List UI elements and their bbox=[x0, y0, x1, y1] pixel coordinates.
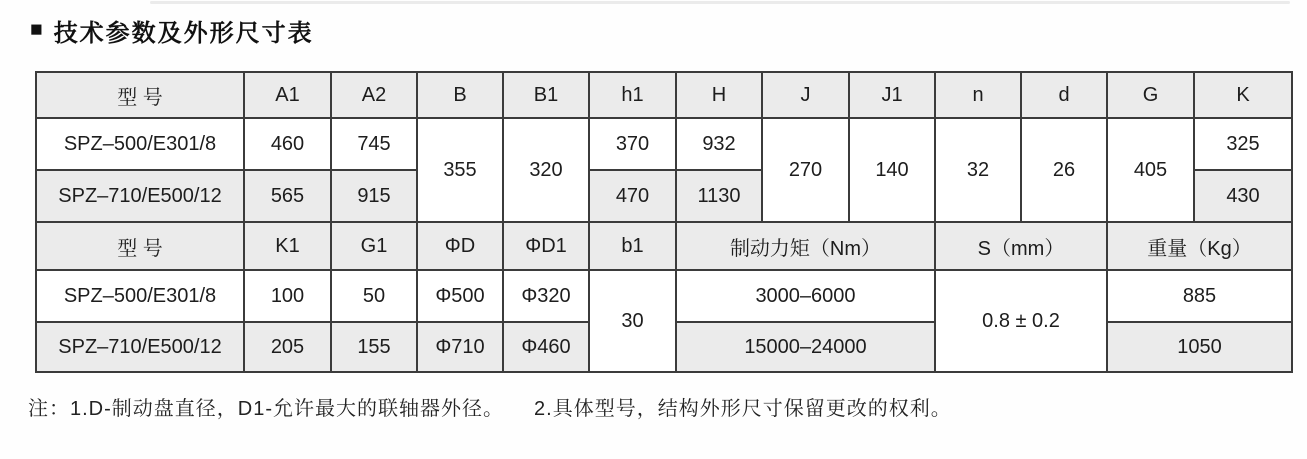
col-header-b: B bbox=[417, 72, 503, 118]
col-header-a2: A2 bbox=[331, 72, 417, 118]
cell-n-merged: 32 bbox=[935, 118, 1021, 222]
cell-phi-d1: Φ320 bbox=[503, 270, 589, 322]
col-header-weight: 重量（Kg） bbox=[1107, 222, 1292, 270]
footnote-prefix: 注： bbox=[28, 398, 70, 420]
cell-b1-dim-merged: 30 bbox=[589, 270, 676, 372]
cell-brake-torque: 15000–24000 bbox=[676, 322, 935, 372]
cell-phi-d1: Φ460 bbox=[503, 322, 589, 372]
col-header-j1: J1 bbox=[849, 72, 935, 118]
cell-a2: 915 bbox=[331, 170, 417, 222]
cell-a1: 565 bbox=[244, 170, 331, 222]
cell-k: 325 bbox=[1194, 118, 1292, 170]
cell-weight: 885 bbox=[1107, 270, 1292, 322]
cell-s-mm-merged: 0.8 ± 0.2 bbox=[935, 270, 1107, 372]
col-header-k1: K1 bbox=[244, 222, 331, 270]
col-header-k: K bbox=[1194, 72, 1292, 118]
col-header-b1: B1 bbox=[503, 72, 589, 118]
col-header-phi-d: ΦD bbox=[417, 222, 503, 270]
square-bullet-icon: ■ bbox=[30, 17, 43, 41]
spec-table bbox=[35, 71, 1293, 373]
col-header-j: J bbox=[762, 72, 849, 118]
col-header-model: 型 号 bbox=[36, 72, 244, 118]
col-header-b1-dim: b1 bbox=[589, 222, 676, 270]
cell-h: 932 bbox=[676, 118, 762, 170]
cell-b-merged: 355 bbox=[417, 118, 503, 222]
cell-k: 430 bbox=[1194, 170, 1292, 222]
header-row-bottom bbox=[36, 222, 1292, 270]
cell-g1: 50 bbox=[331, 270, 417, 322]
col-header-s-mm: S（mm） bbox=[935, 222, 1107, 270]
cell-a1: 460 bbox=[244, 118, 331, 170]
cell-g-merged: 405 bbox=[1107, 118, 1194, 222]
footnote-item-1: 1.D-制动盘直径，D1-允许最大的联轴器外径。 bbox=[70, 398, 505, 420]
cell-d-merged: 26 bbox=[1021, 118, 1107, 222]
col-header-d: d bbox=[1021, 72, 1107, 118]
cell-b1-merged: 320 bbox=[503, 118, 589, 222]
cell-g1: 155 bbox=[331, 322, 417, 372]
cell-phi-d: Φ710 bbox=[417, 322, 503, 372]
cell-a2: 745 bbox=[331, 118, 417, 170]
cell-k1: 205 bbox=[244, 322, 331, 372]
col-header-a1: A1 bbox=[244, 72, 331, 118]
table-row-spz500-top bbox=[36, 118, 1292, 170]
scan-artifact-line bbox=[150, 1, 1290, 4]
cell-h: 1130 bbox=[676, 170, 762, 222]
cell-brake-torque: 3000–6000 bbox=[676, 270, 935, 322]
cell-model: SPZ–710/E500/12 bbox=[36, 170, 244, 222]
col-header-phi-d1: ΦD1 bbox=[503, 222, 589, 270]
col-header-n: n bbox=[935, 72, 1021, 118]
section-title-text: 技术参数及外形尺寸表 bbox=[53, 20, 314, 47]
cell-weight: 1050 bbox=[1107, 322, 1292, 372]
table-row-spz500-bottom bbox=[36, 270, 1292, 322]
header-row-top bbox=[36, 72, 1292, 118]
cell-model: SPZ–500/E301/8 bbox=[36, 118, 244, 170]
cell-h1: 470 bbox=[589, 170, 676, 222]
cell-model: SPZ–710/E500/12 bbox=[36, 322, 244, 372]
col-header-g1: G1 bbox=[331, 222, 417, 270]
cell-j1-merged: 140 bbox=[849, 118, 935, 222]
col-header-brake-torque: 制动力矩（Nm） bbox=[676, 222, 935, 270]
section-title bbox=[30, 13, 314, 48]
cell-phi-d: Φ500 bbox=[417, 270, 503, 322]
cell-h1: 370 bbox=[589, 118, 676, 170]
cell-k1: 100 bbox=[244, 270, 331, 322]
col-header-model: 型 号 bbox=[36, 222, 244, 270]
cell-model: SPZ–500/E301/8 bbox=[36, 270, 244, 322]
footnote bbox=[28, 392, 952, 421]
cell-j-merged: 270 bbox=[762, 118, 849, 222]
col-header-h: H bbox=[676, 72, 762, 118]
col-header-h1: h1 bbox=[589, 72, 676, 118]
footnote-item-2: 2.具体型号，结构外形尺寸保留更改的权利。 bbox=[534, 398, 952, 420]
col-header-g: G bbox=[1107, 72, 1194, 118]
